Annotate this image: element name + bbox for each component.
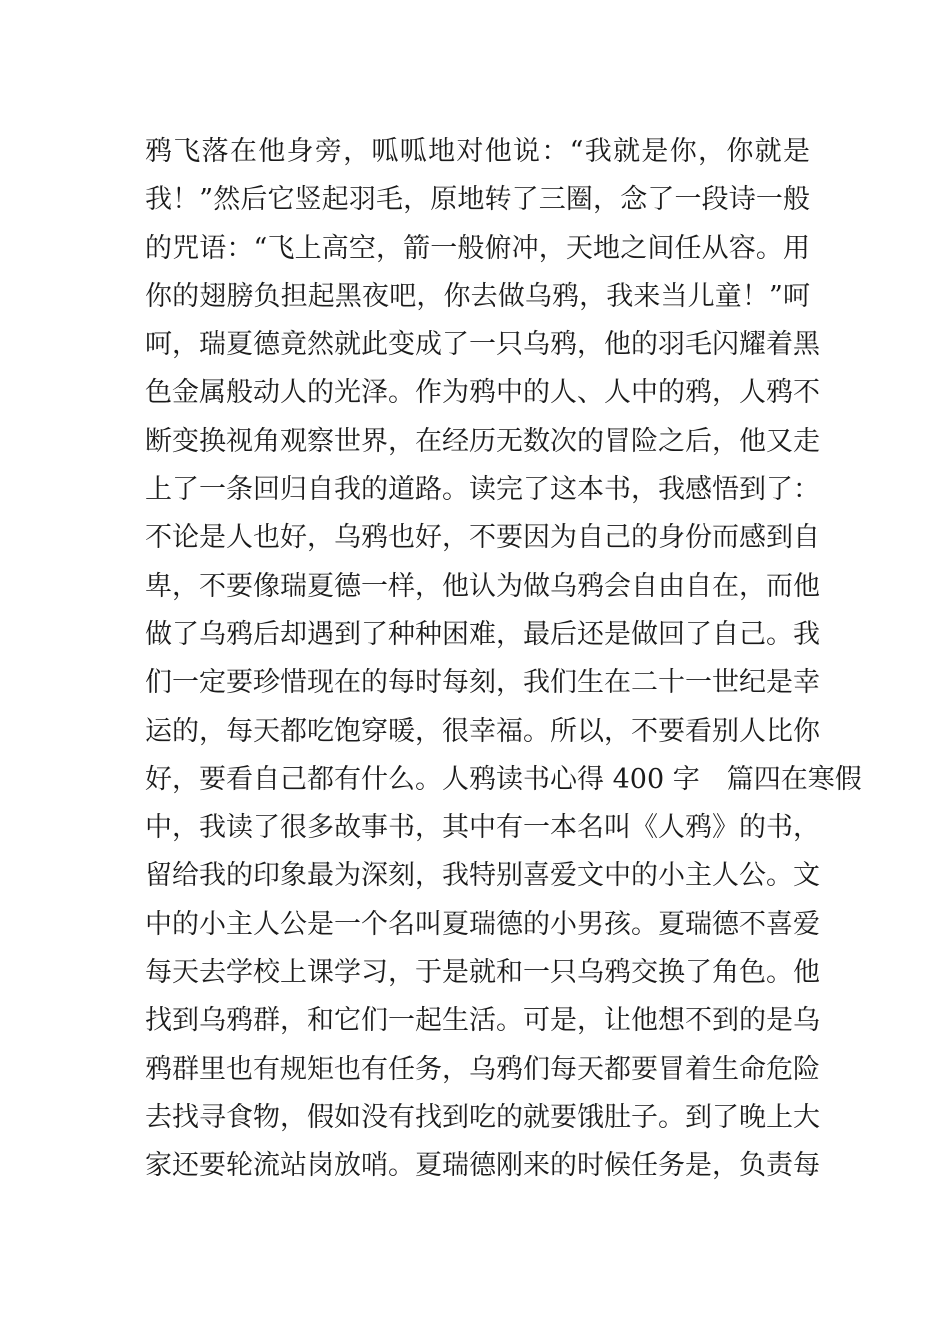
text-line: 上了一条回归自我的道路。读完了这本书，我感悟到了： (145, 474, 820, 506)
text-line: 色金属般动人的光泽。作为鸦中的人、人中的鸦，人鸦不 (145, 377, 820, 409)
body-text (145, 128, 862, 1191)
text-line: 卑，不要像瑞夏德一样，他认为做乌鸦会自由自在，而他 (145, 570, 820, 602)
text-line: 的咒语：“飞上高空，箭一般俯冲，天地之间任从容。用 (145, 232, 810, 264)
text-line: 找到乌鸦群，和它们一起生活。可是，让他想不到的是乌 (145, 1005, 820, 1037)
text-line: 做了乌鸦后却遇到了种种困难，最后还是做回了自己。我 (145, 618, 820, 650)
text-line: 呵，瑞夏德竟然就此变成了一只乌鸦，他的羽毛闪耀着黑 (145, 329, 820, 361)
text-line: 中，我读了很多故事书，其中有一本名叫《人鸦》的书， (145, 812, 820, 844)
text-line: 你的翅膀负担起黑夜吧，你去做乌鸦，我来当儿童！”呵 (145, 280, 810, 312)
text-line: 中的小主人公是一个名叫夏瑞德的小男孩。夏瑞德不喜爱 (145, 908, 820, 940)
text-line: 们一定要珍惜现在的每时每刻，我们生在二十一世纪是幸 (145, 667, 820, 699)
text-line: 运的，每天都吃饱穿暖，很幸福。所以，不要看别人比你 (145, 715, 820, 747)
text-line: 好，要看自己都有什么。人鸦读书心得 400 字 篇四在寒假 (145, 763, 862, 795)
text-line: 家还要轮流站岗放哨。夏瑞德刚来的时候任务是，负责每 (145, 1150, 820, 1182)
text-line: 留给我的印象最为深刻，我特别喜爱文中的小主人公。文 (145, 860, 820, 892)
text-line: 鸦群里也有规矩也有任务，乌鸦们每天都要冒着生命危险 (145, 1053, 820, 1085)
text-line: 鸦飞落在他身旁，呱呱地对他说：“我就是你，你就是 (145, 136, 810, 167)
text-line: 不论是人也好，乌鸦也好，不要因为自己的身份而感到自 (145, 522, 820, 554)
text-line: 断变换视角观察世界，在经历无数次的冒险之后，他又走 (145, 425, 820, 457)
text-line: 我！”然后它竖起羽毛，原地转了三圈，念了一段诗一般 (145, 184, 810, 216)
text-line: 每天去学校上课学习，于是就和一只乌鸦交换了角色。他 (145, 957, 820, 989)
text-line: 去找寻食物，假如没有找到吃的就要饿肚子。到了晚上大 (145, 1101, 820, 1133)
